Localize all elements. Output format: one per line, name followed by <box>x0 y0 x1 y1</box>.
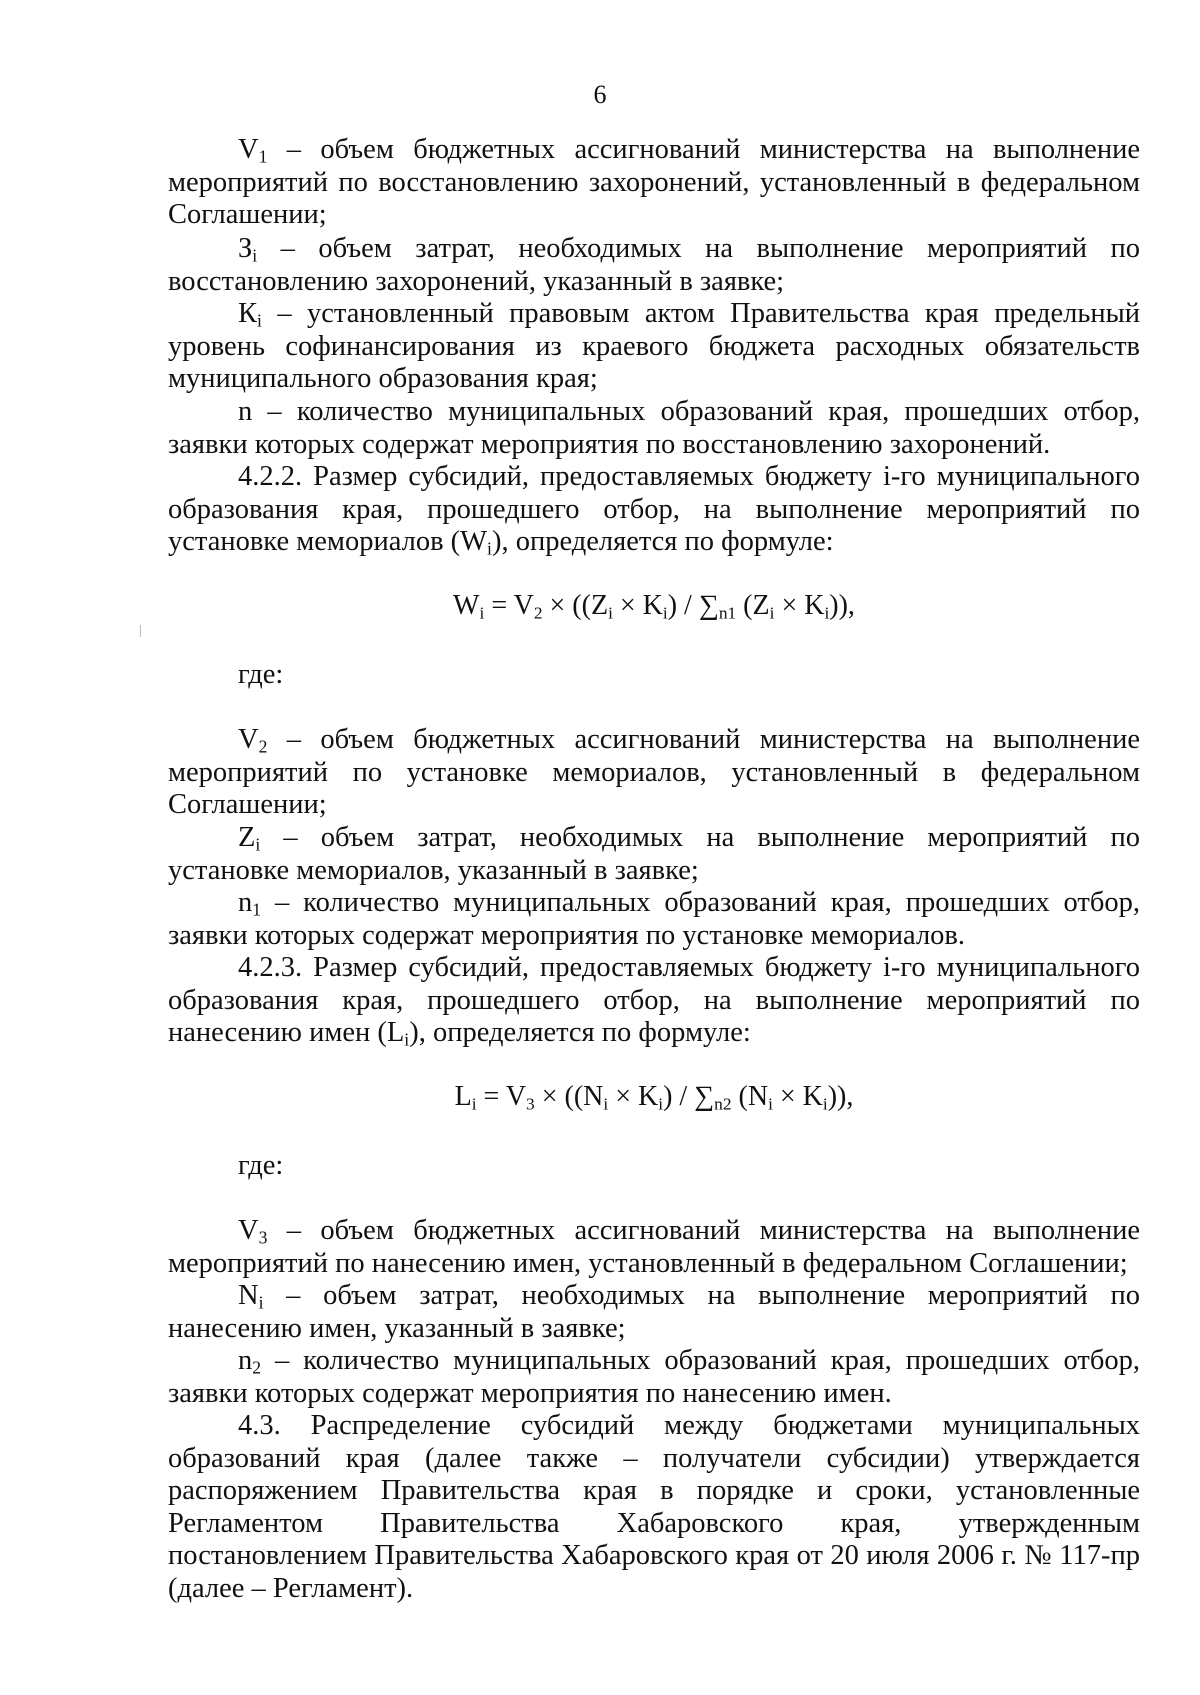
page-number: 6 <box>593 80 607 109</box>
definition-n-names <box>168 1280 1140 1345</box>
subscript: i <box>252 245 258 266</box>
scan-mark <box>140 625 141 637</box>
definition-text: – объем бюджетных ассигнований министерства на выполнение мероприятий по восстановлению захоронений, установленный в федеральном Соглашении; <box>168 134 1140 230</box>
subscript: i <box>404 1029 410 1050</box>
symbol: К <box>238 298 258 329</box>
formula-l: $L_i = V_3 \times ((N_i \times K_i) / \sum_{n2}$ $(N_i \times K_i)$), <box>454 1081 854 1114</box>
definition-text: – установленный правовым актом Правительства края предельный уровень софинансирования из краевого бюджета расходных обязательств муниципального образования края; <box>168 298 1140 394</box>
definition-n <box>168 396 1140 461</box>
clause-4-2-2 <box>168 461 1140 559</box>
definition-n1 <box>168 887 1140 952</box>
subscript: 3 <box>258 1227 268 1248</box>
definition-text: – объем затрат, необходимых на выполнение мероприятий по нанесению имен, указанный в заявке; <box>168 1280 1140 1344</box>
symbol: N <box>238 1280 259 1311</box>
definition-text: – объем бюджетных ассигнований министерства на выполнение мероприятий по установке мемориалов, установленный в федеральном Соглашении; <box>168 724 1140 820</box>
definition-text: – объем бюджетных ассигнований министерства на выполнение мероприятий по нанесению имен, установленный в федеральном Соглашении; <box>168 1215 1140 1279</box>
definition-text: – количество муниципальных образований края, прошедших отбор, заявки которых содержат мероприятия по установке мемориалов. <box>168 887 1140 951</box>
subscript: i <box>255 834 261 855</box>
definition-z-memorials <box>168 822 1140 887</box>
subscript: 2 <box>258 736 268 757</box>
symbol: З <box>238 233 253 264</box>
definition-text: n – количество муниципальных образований края, прошедших отбор, заявки которых содержат мероприятия по восстановлению захоронений. <box>168 396 1140 460</box>
formula-w: $W_i = V_2 \times ((Z_i \times K_i) / \sum_{n1}$ $(Z_i \times K_i)$), <box>453 590 855 623</box>
where-label-2: где: <box>238 1150 284 1181</box>
clause-text-end: ), определяется по формуле: <box>491 526 834 557</box>
definition-z-cost <box>168 233 1140 298</box>
definition-v3 <box>168 1215 1140 1280</box>
definition-v1 <box>168 134 1140 232</box>
definition-text: – количество муниципальных образований края, прошедших отбор, заявки которых содержат мероприятия по нанесению имен. <box>168 1345 1140 1409</box>
symbol: V <box>238 724 259 755</box>
where-label-1: где: <box>238 659 284 690</box>
symbol: n <box>238 1345 253 1376</box>
definition-text: – объем затрат, необходимых на выполнение мероприятий по восстановлению захоронений, указанный в заявке; <box>168 233 1140 297</box>
clause-text-end: ), определяется по формуле: <box>409 1017 751 1048</box>
definition-text: – объем затрат, необходимых на выполнение мероприятий по установке мемориалов, указанный в заявке; <box>168 822 1140 886</box>
clause-4-3 <box>168 1410 1140 1605</box>
subscript: i <box>487 538 492 559</box>
subscript: 1 <box>258 146 268 167</box>
subscript: 1 <box>252 899 262 920</box>
subscript: i <box>257 310 262 331</box>
clause-text: 4.3. Распределение субсидий между бюджетами муниципальных образований края (далее также – получатели субсидии) утверждается распоряжением Правительства края в порядке и сроки, установленные Регламентом Правительства Хабаровского края, утвержденным постановлением Правительства Хабаровского края от 20 июля 2006 г. № 117-пр (далее – Регламент). <box>168 1410 1140 1604</box>
subscript: i <box>258 1292 264 1313</box>
subscript: 2 <box>252 1357 262 1378</box>
definition-k <box>168 298 1140 396</box>
symbol: V <box>238 1215 259 1246</box>
symbol: n <box>238 887 253 918</box>
symbol: Z <box>238 822 256 853</box>
definition-v2 <box>168 724 1140 822</box>
clause-4-2-3 <box>168 952 1140 1050</box>
symbol: V <box>238 134 259 165</box>
definition-n2 <box>168 1345 1140 1410</box>
clause-text: 4.2.3. Размер субсидий, предоставляемых бюджету i-го муниципального образования края, прошедшего отбор, на выполнение мероприятий по нанесению имен (L <box>168 952 1140 1048</box>
clause-text: 4.2.2. Размер субсидий, предоставляемых бюджету i-го муниципального образования края, прошедшего отбор, на выполнение мероприятий по установке мемориалов (W <box>168 461 1140 557</box>
